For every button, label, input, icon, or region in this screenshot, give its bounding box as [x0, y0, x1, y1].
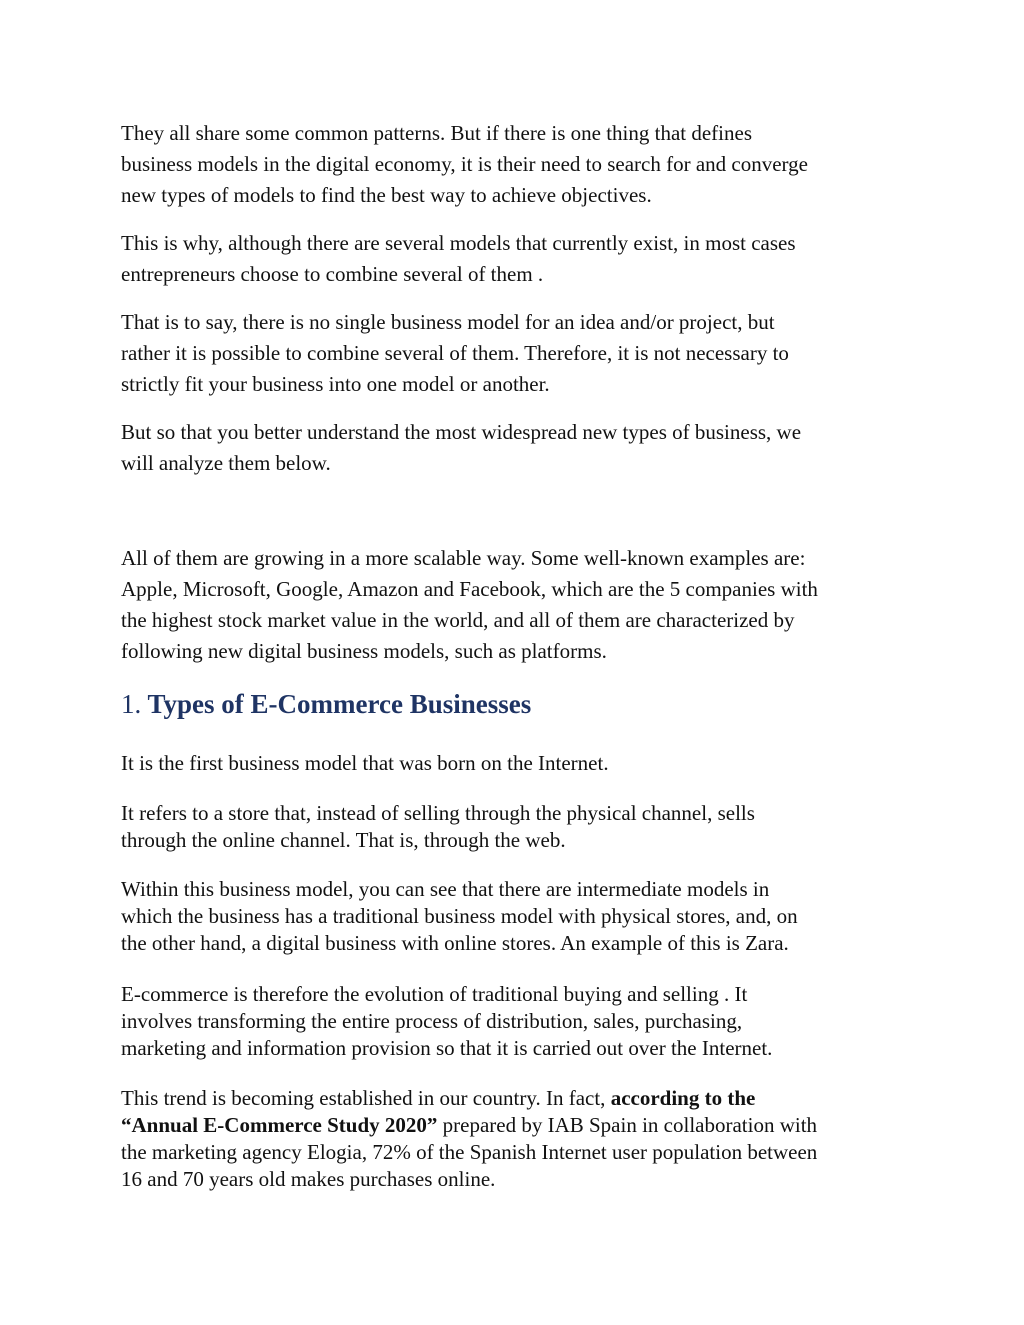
text-run: prepared by IAB Spain in collaboration with	[437, 1113, 818, 1137]
text-line: 16 and 70 years old makes purchases online.	[121, 1167, 496, 1191]
section-heading	[121, 686, 531, 722]
text-line: It refers to a store that, instead of selling through the physical channel, sells	[121, 801, 755, 825]
paragraph-scalable-examples	[121, 543, 911, 667]
text-line: This is why, although there are several models that currently exist, in most cases	[121, 231, 796, 255]
text-line: That is to say, there is no single business model for an idea and/or project, but	[121, 310, 775, 334]
text-line: strictly fit your business into one model or another.	[121, 372, 550, 396]
text-line: entrepreneurs choose to combine several of them .	[121, 262, 544, 286]
text-line: through the online channel. That is, through the web.	[121, 828, 566, 852]
text-line	[121, 1112, 911, 1139]
text-line: rather it is possible to combine several of them. Therefore, it is not necessary to	[121, 341, 789, 365]
text-line: But so that you better understand the most widespread new types of business, we	[121, 420, 802, 444]
paragraph-online-store	[121, 800, 911, 854]
text-line	[121, 1085, 911, 1112]
paragraph-intermediate-models	[121, 876, 911, 957]
text-line: the other hand, a digital business with online stores. An example of this is Zara.	[121, 931, 789, 955]
bold-text-run: “Annual E-Commerce Study 2020”	[121, 1113, 438, 1137]
text-line: the marketing agency Elogia, 72% of the Spanish Internet user population between	[121, 1140, 818, 1164]
text-line: which the business has a traditional business model with physical stores, and, on	[121, 904, 798, 928]
section-number: 1.	[121, 689, 142, 719]
text-line: It is the first business model that was born on the Internet.	[121, 751, 609, 775]
bold-text-run: according to the	[610, 1086, 756, 1110]
paragraph-common-patterns	[121, 118, 911, 211]
text-line: involves transforming the entire process of distribution, sales, purchasing,	[121, 1009, 743, 1033]
paragraph-analyze-below	[121, 417, 911, 479]
paragraph-first-model	[121, 750, 911, 777]
text-line: All of them are growing in a more scalable way. Some well-known examples are:	[121, 546, 806, 570]
paragraph-ecommerce-study	[121, 1085, 911, 1193]
paragraph-ecommerce-evolution	[121, 981, 911, 1062]
text-line: marketing and information provision so that it is carried out over the Internet.	[121, 1036, 773, 1060]
text-line: Apple, Microsoft, Google, Amazon and Facebook, which are the 5 companies with	[121, 577, 818, 601]
text-line: new types of models to find the best way to achieve objectives.	[121, 183, 652, 207]
text-line: They all share some common patterns. But if there is one thing that defines	[121, 121, 753, 145]
section-title: Types of E-Commerce Businesses	[147, 689, 532, 719]
text-line: will analyze them below.	[121, 451, 331, 475]
text-run: This trend is becoming established in our country. In fact,	[121, 1086, 611, 1110]
text-line: Within this business model, you can see that there are intermediate models in	[121, 877, 770, 901]
text-line: business models in the digital economy, it is their need to search for and converge	[121, 152, 808, 176]
paragraph-combine-models	[121, 228, 911, 290]
text-line: following new digital business models, such as platforms.	[121, 639, 607, 663]
paragraph-no-single-model	[121, 307, 911, 400]
text-line: the highest stock market value in the world, and all of them are characterized by	[121, 608, 795, 632]
text-line: E-commerce is therefore the evolution of traditional buying and selling . It	[121, 982, 748, 1006]
